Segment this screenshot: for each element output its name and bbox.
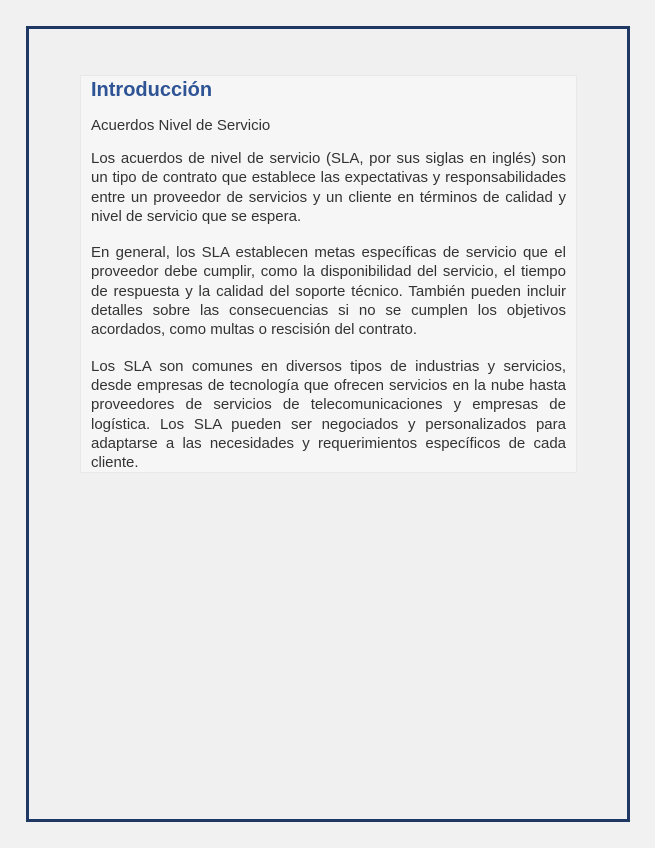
document-content	[80, 75, 577, 473]
paragraph-1: Los acuerdos de nivel de servicio (SLA, por sus siglas en inglés) son un tipo de contrato que establece las expectativas y responsabilidades entre un proveedor de servicios y un cliente en términos de calidad y nivel de servicio que se espera.	[91, 150, 566, 225]
paragraph-3: Los SLA son comunes en diversos tipos de industrias y servicios, desde empresas de tecnología que ofrecen servicios en la nube hasta proveedores de servicios de telecomunicaciones y empresas de logística. Los SLA pueden ser negociados y personalizados para adaptarse a las necesidades y requerimientos específicos de cada cliente.	[91, 357, 566, 472]
document-title: Introducción	[91, 79, 213, 101]
paragraph-2: En general, los SLA establecen metas específicas de servicio que el proveedor debe cumplir, como la disponibilidad del servicio, el tiempo de respuesta y la calidad del soporte técnico. También pueden incluir detalles sobre las consecuencias si no se cumplen los objetivos acordados, como multas o rescisión del contrato.	[91, 244, 566, 339]
document-subtitle: Acuerdos Nivel de Servicio	[91, 117, 271, 134]
